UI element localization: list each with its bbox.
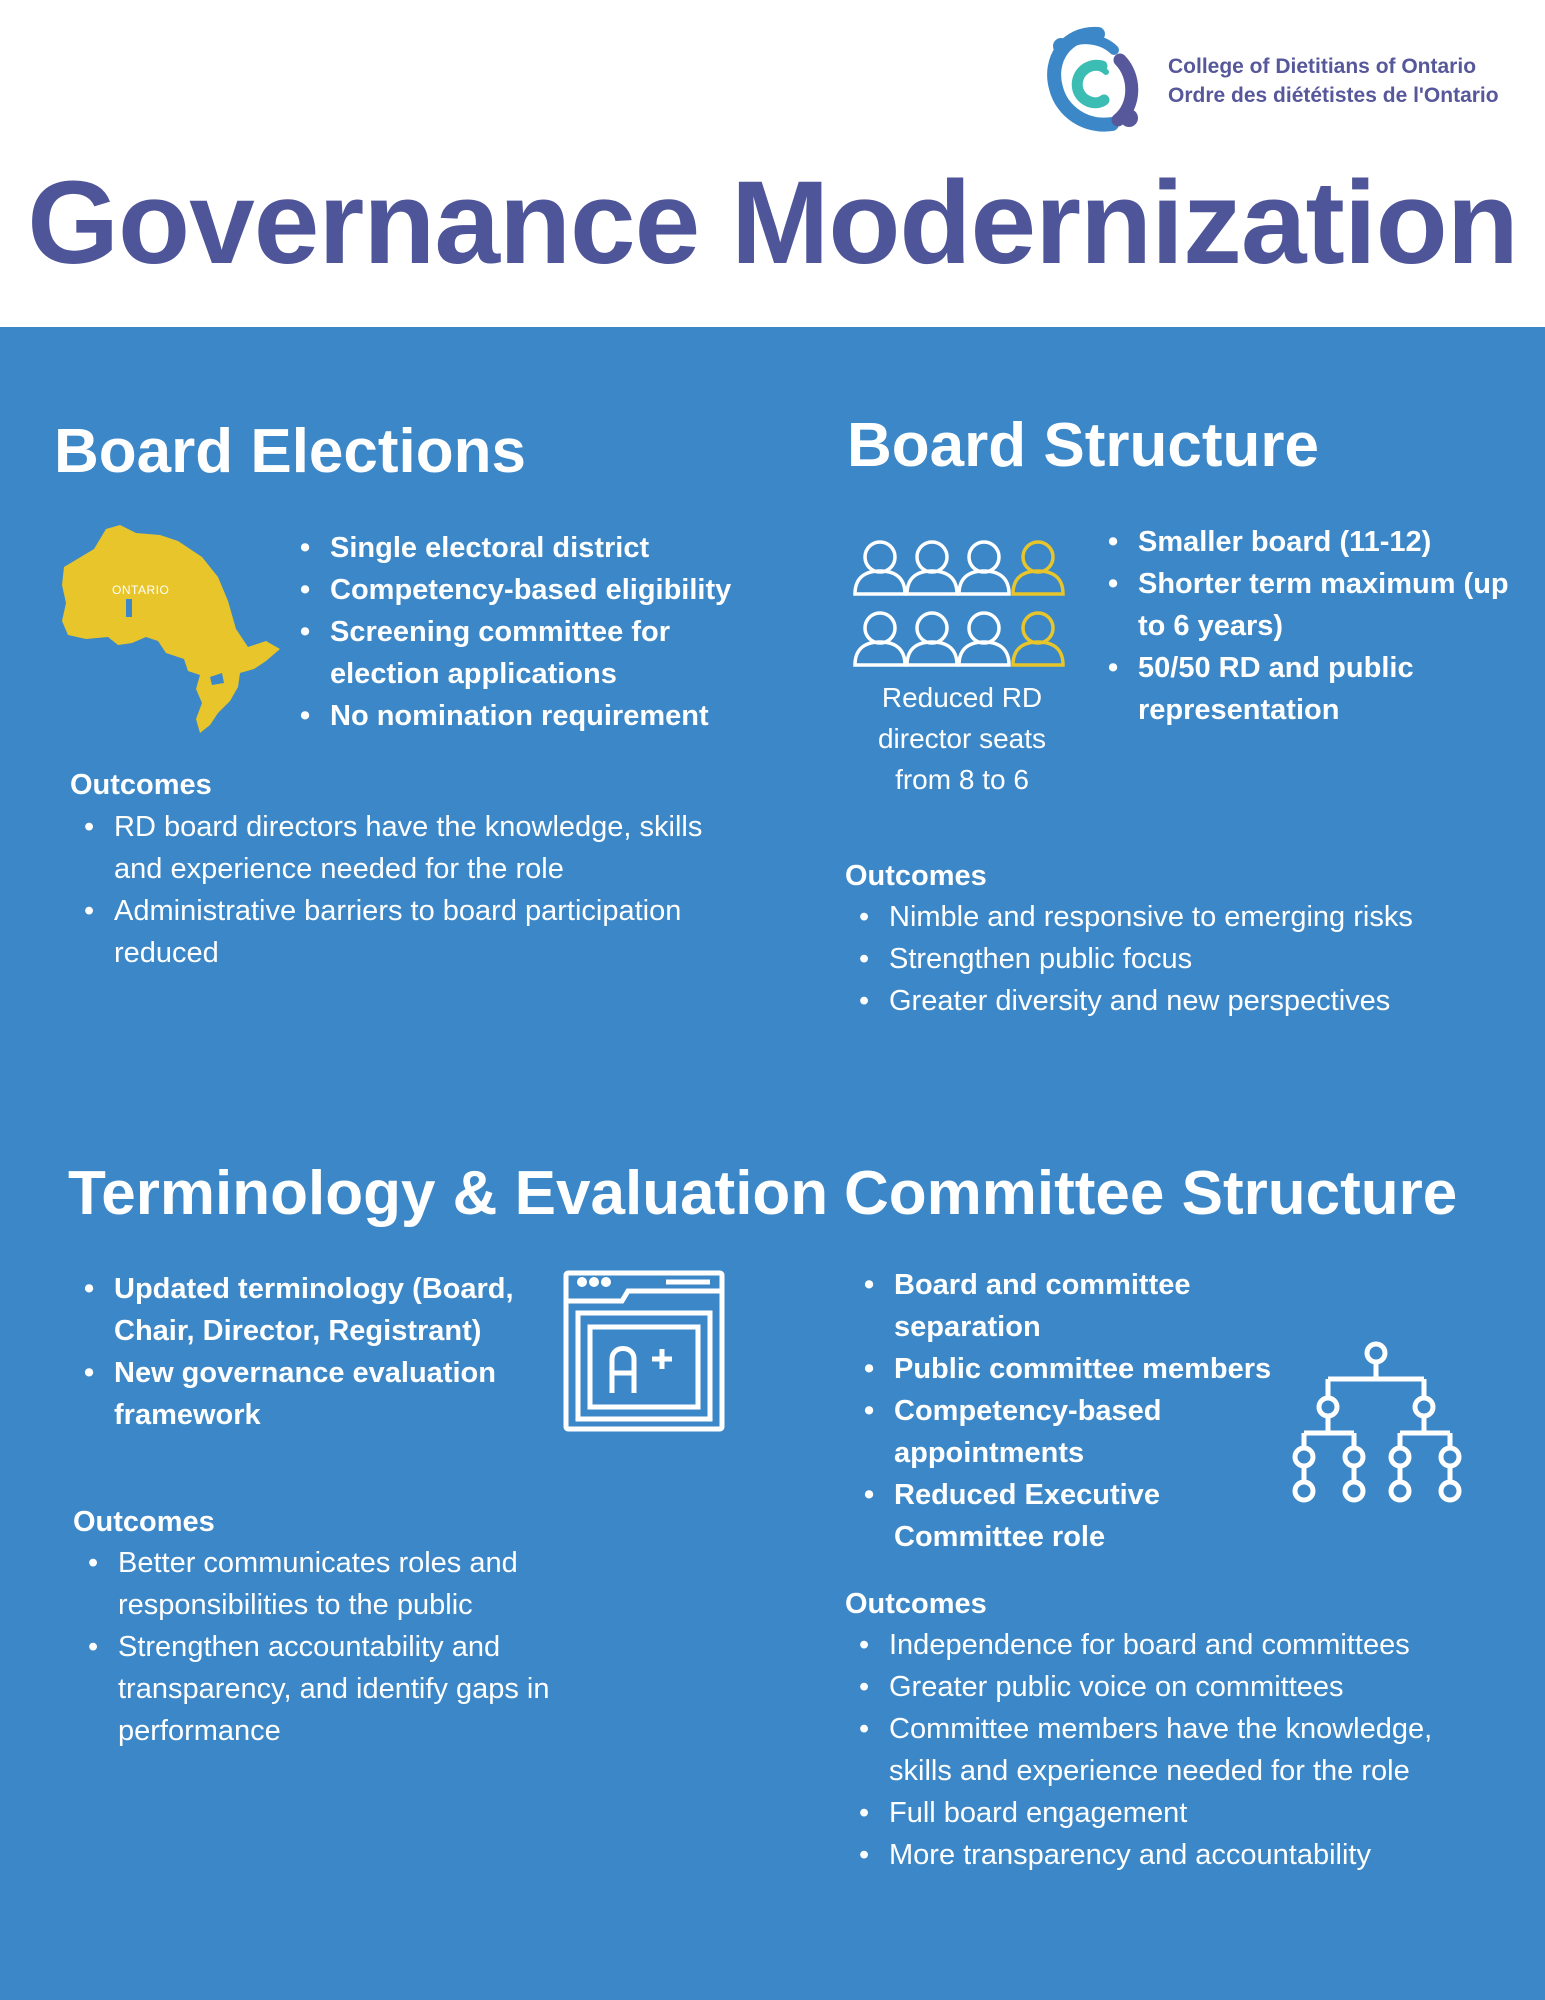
list-item: • Strengthen public focus <box>853 938 1513 980</box>
list-item: • Full board engagement <box>853 1792 1493 1834</box>
board-elections-title: Board Elections <box>54 417 526 486</box>
list-item: • Screening committee for election applications <box>294 611 764 695</box>
board-seats-caption: Reduced RD director seats from 8 to 6 <box>877 682 1047 795</box>
list-item: • Competency-based appointments <box>858 1390 1298 1474</box>
list-item: • Updated terminology (Board, Chair, Director, Registrant) <box>78 1268 558 1352</box>
board-elections-list <box>294 527 764 737</box>
page-title: Governance Modernization <box>27 157 1518 289</box>
page-header <box>0 0 1545 327</box>
org-name-en: College of Dietitians of Ontario <box>1168 55 1477 78</box>
list-item: • 50/50 RD and public representation <box>1102 647 1532 731</box>
list-item: • Independence for board and committees <box>853 1624 1493 1666</box>
list-item: • Smaller board (11-12) <box>1102 521 1532 563</box>
list-item: • Shorter term maximum (up to 6 years) <box>1102 563 1532 647</box>
committee-structure-list <box>858 1264 1298 1558</box>
org-chart-icon <box>1290 1339 1464 1503</box>
list-item: • Better communicates roles and responsibilities to the public <box>82 1542 642 1626</box>
list-item: • Greater public voice on committees <box>853 1666 1493 1708</box>
list-item: • Single electoral district <box>294 527 764 569</box>
outcomes-heading: Outcomes <box>845 1588 987 1620</box>
list-item: • Strengthen accountability and transparency, and identify gaps in performance <box>82 1626 642 1752</box>
terminology-title: Terminology & Evaluation <box>68 1159 829 1228</box>
list-item: • Reduced Executive Committee role <box>858 1474 1298 1558</box>
org-name-fr: Ordre des diététistes de l'Ontario <box>1168 84 1499 107</box>
list-item: • Public committee members <box>858 1348 1298 1390</box>
college-logo-icon <box>1040 26 1150 136</box>
board-structure-title: Board Structure <box>847 411 1319 480</box>
outcomes-heading: Outcomes <box>73 1506 215 1538</box>
list-item: • Greater diversity and new perspectives <box>853 980 1513 1022</box>
evaluation-grade-icon <box>562 1269 726 1433</box>
board-elections-outcomes <box>78 806 758 974</box>
list-item: • Competency-based eligibility <box>294 569 764 611</box>
list-item: • Nimble and responsive to emerging risks <box>853 896 1513 938</box>
list-item: • Board and committee separation <box>858 1264 1298 1348</box>
terminology-outcomes <box>82 1542 642 1752</box>
board-structure-outcomes <box>853 896 1513 1022</box>
ontario-map-icon <box>60 519 286 739</box>
list-item: • Committee members have the knowledge, skills and experience needed for the role <box>853 1708 1493 1792</box>
outcomes-heading: Outcomes <box>845 860 987 892</box>
org-name <box>1168 52 1499 110</box>
list-item: • No nomination requirement <box>294 695 764 737</box>
committee-structure-title: Committee Structure <box>844 1159 1458 1228</box>
terminology-list <box>78 1268 558 1436</box>
board-seats-people-icon <box>852 537 1070 679</box>
list-item: • RD board directors have the knowledge, skills and experience needed for the role <box>78 806 758 890</box>
list-item: • Administrative barriers to board participation reduced <box>78 890 758 974</box>
board-structure-list <box>1102 521 1532 731</box>
committee-structure-outcomes <box>853 1624 1493 1876</box>
list-item: • New governance evaluation framework <box>78 1352 558 1436</box>
map-label: ONTARIO <box>112 583 170 597</box>
main-content <box>0 327 1545 2000</box>
list-item: • More transparency and accountability <box>853 1834 1493 1876</box>
outcomes-heading: Outcomes <box>70 769 212 801</box>
